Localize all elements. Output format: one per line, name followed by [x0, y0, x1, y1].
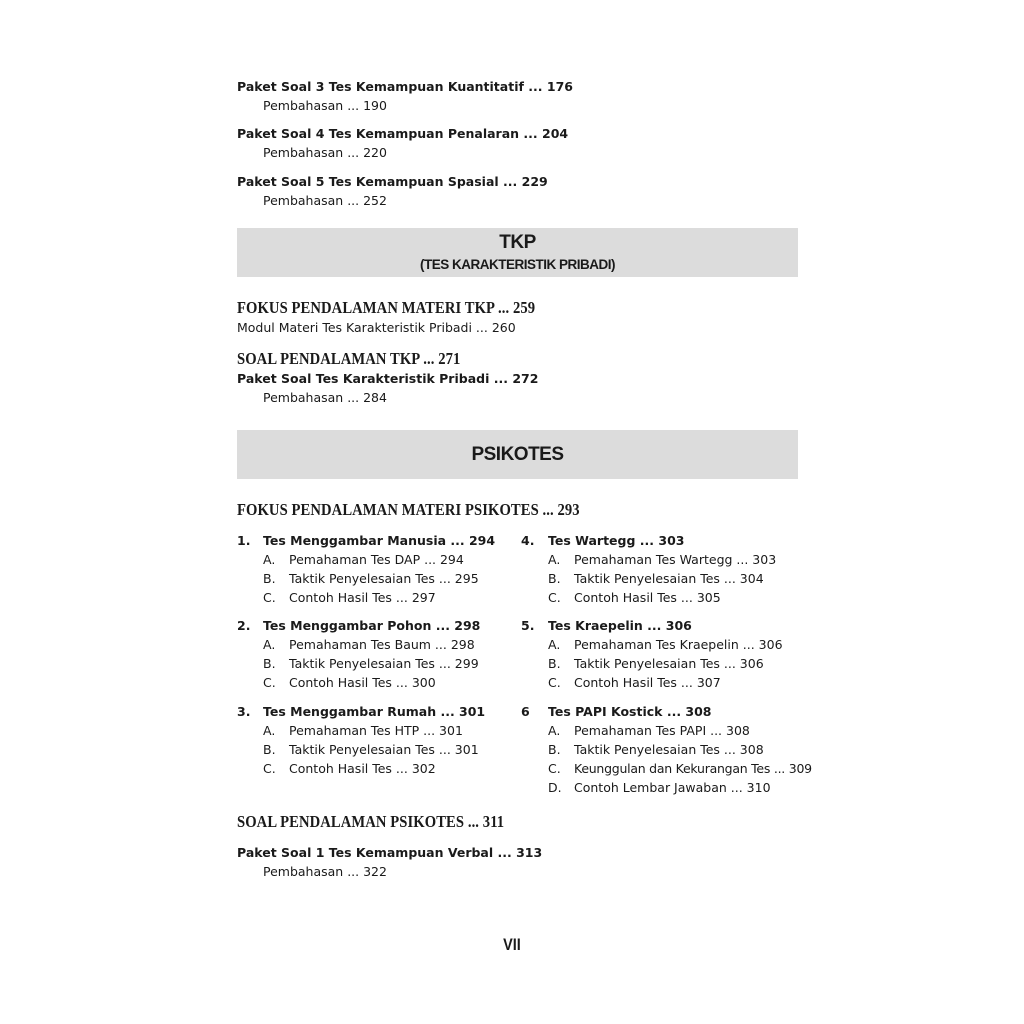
item-text: Pemahaman Tes Wartegg ... 303: [574, 552, 777, 567]
heading-soal-tkp: SOAL PENDALAMAN TKP ... 271: [237, 349, 461, 368]
band-subtitle-tkp: (TES KARAKTERISTIK PRIBADI): [420, 257, 615, 272]
item-letter: C.: [263, 590, 276, 605]
item-letter: B.: [548, 571, 561, 586]
item-letter: A.: [548, 723, 561, 738]
section-band-tkp: [237, 228, 798, 277]
band-title-psikotes: PSIKOTES: [471, 444, 564, 465]
item-text: Contoh Hasil Tes ... 305: [574, 590, 721, 605]
heading-fokus-psikotes: FOKUS PENDALAMAN MATERI PSIKOTES ... 293: [237, 500, 580, 519]
item-number: 2.: [237, 618, 251, 633]
item-text: Pemahaman Tes HTP ... 301: [289, 723, 463, 738]
item-letter: B.: [263, 571, 276, 586]
item-title: Tes Menggambar Pohon ... 298: [263, 618, 481, 633]
item-title: Tes PAPI Kostick ... 308: [548, 704, 712, 719]
item-text: Contoh Hasil Tes ... 297: [289, 590, 436, 605]
toc-subentry: Pembahasan ... 284: [263, 390, 387, 405]
item-number: 6: [521, 704, 530, 719]
item-title: Tes Wartegg ... 303: [548, 533, 685, 548]
toc-entry-paket-verbal: Paket Soal 1 Tes Kemampuan Verbal ... 313: [237, 845, 543, 860]
toc-subentry: Pembahasan ... 190: [263, 98, 387, 113]
item-text: Pemahaman Tes Baum ... 298: [289, 637, 475, 652]
item-letter: A.: [548, 637, 561, 652]
item-number: 1.: [237, 533, 251, 548]
item-text: Contoh Lembar Jawaban ... 310: [574, 780, 771, 795]
item-text: Taktik Penyelesaian Tes ... 304: [574, 571, 764, 586]
page-number: VII: [503, 935, 521, 954]
item-text: Pemahaman Tes DAP ... 294: [289, 552, 464, 567]
item-letter: C.: [548, 590, 561, 605]
toc-subentry: Pembahasan ... 322: [263, 864, 387, 879]
item-title: Tes Kraepelin ... 306: [548, 618, 692, 633]
band-title-tkp: TKP: [499, 232, 536, 253]
item-number: 4.: [521, 533, 535, 548]
item-text: Contoh Hasil Tes ... 307: [574, 675, 721, 690]
toc-entry-paket-tkp: Paket Soal Tes Karakteristik Pribadi ... 272: [237, 371, 539, 386]
item-text: Contoh Hasil Tes ... 302: [289, 761, 436, 776]
item-text: Keunggulan dan Kekurangan Tes ... 309: [574, 761, 812, 776]
item-text: Taktik Penyelesaian Tes ... 306: [574, 656, 764, 671]
item-letter: A.: [263, 723, 276, 738]
item-text: Taktik Penyelesaian Tes ... 299: [289, 656, 479, 671]
toc-subentry: Pembahasan ... 220: [263, 145, 387, 160]
item-title: Tes Menggambar Manusia ... 294: [263, 533, 496, 548]
item-letter: C.: [548, 761, 561, 776]
item-number: 3.: [237, 704, 251, 719]
item-number: 5.: [521, 618, 535, 633]
item-text: Taktik Penyelesaian Tes ... 308: [574, 742, 764, 757]
item-text: Taktik Penyelesaian Tes ... 295: [289, 571, 479, 586]
item-letter: D.: [548, 780, 562, 795]
item-title: Tes Menggambar Rumah ... 301: [263, 704, 486, 719]
heading-soal-psikotes: SOAL PENDALAMAN PSIKOTES ... 311: [237, 812, 505, 831]
item-letter: A.: [548, 552, 561, 567]
item-letter: A.: [263, 637, 276, 652]
item-letter: B.: [263, 742, 276, 757]
item-letter: C.: [548, 675, 561, 690]
item-text: Taktik Penyelesaian Tes ... 301: [289, 742, 479, 757]
item-letter: C.: [263, 675, 276, 690]
item-letter: A.: [263, 552, 276, 567]
section-band-psikotes: [237, 430, 798, 479]
item-letter: B.: [548, 656, 561, 671]
item-letter: B.: [263, 656, 276, 671]
toc-subentry: Pembahasan ... 252: [263, 193, 387, 208]
toc-entry-modul-tkp: Modul Materi Tes Karakteristik Pribadi ... 260: [237, 320, 516, 335]
toc-entry-paket-4: Paket Soal 4 Tes Kemampuan Penalaran ... 204: [237, 126, 569, 141]
item-letter: C.: [263, 761, 276, 776]
toc-entry-paket-5: Paket Soal 5 Tes Kemampuan Spasial ... 229: [237, 174, 548, 189]
heading-fokus-tkp: FOKUS PENDALAMAN MATERI TKP ... 259: [237, 298, 536, 317]
item-text: Contoh Hasil Tes ... 300: [289, 675, 436, 690]
item-text: Pemahaman Tes Kraepelin ... 306: [574, 637, 783, 652]
toc-entry-paket-3: Paket Soal 3 Tes Kemampuan Kuantitatif ... 176: [237, 79, 573, 94]
item-letter: B.: [548, 742, 561, 757]
item-text: Pemahaman Tes PAPI ... 308: [574, 723, 750, 738]
